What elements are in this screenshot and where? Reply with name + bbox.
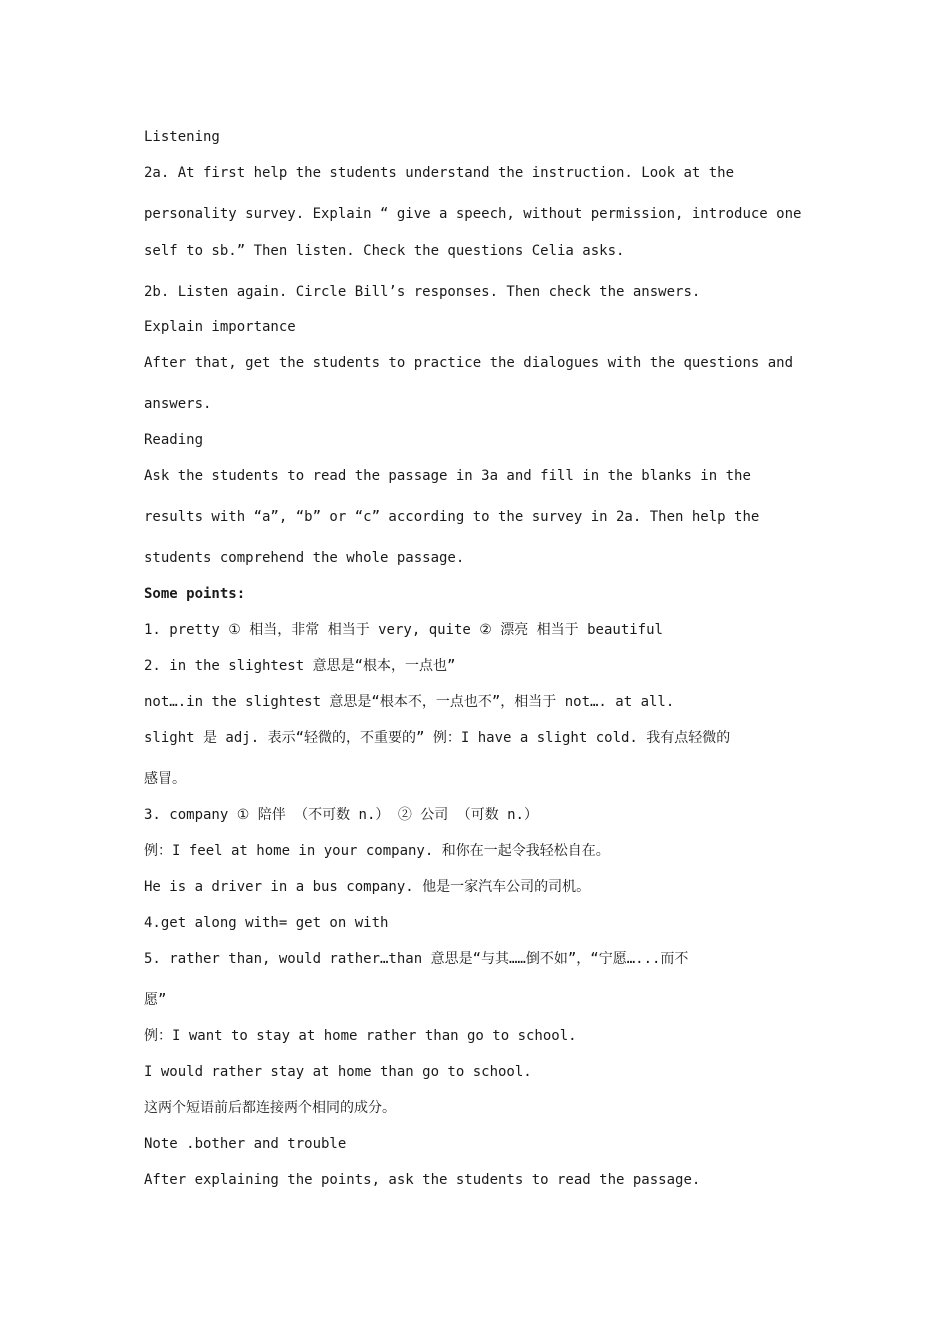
heading-reading: Reading — [144, 432, 204, 448]
point-line: 5. rather than, would rather…than 意思是“与其……倒不如”，“宁愿…...而不 — [144, 951, 689, 967]
point-line: 4.get along with= get on with — [144, 915, 389, 931]
paragraph-line: students comprehend the whole passage. — [144, 550, 465, 566]
point-line: 愿” — [144, 992, 167, 1008]
heading-some-points: Some points: — [144, 586, 246, 602]
point-line: 这两个短语前后都连接两个相同的成分。 — [144, 1100, 396, 1116]
paragraph-line: After explaining the points, ask the students to read the passage. — [144, 1172, 701, 1188]
point-line: Note .bother and trouble — [144, 1136, 347, 1152]
paragraph-line: personality survey. Explain “ give a speech, without permission, introduce one — [144, 206, 802, 222]
point-line: 例：I want to stay at home rather than go to school. — [144, 1028, 577, 1044]
point-line: 3. company ① 陪伴 （不可数 n.） ② 公司 （可数 n.） — [144, 807, 538, 823]
paragraph-line: 2a. At first help the students understand the instruction. Look at the — [144, 165, 735, 181]
paragraph-line: Explain importance — [144, 319, 296, 335]
paragraph-line: Ask the students to read the passage in 3a and fill in the blanks in the — [144, 468, 751, 484]
paragraph-line: 2b. Listen again. Circle Bill’s responses. Then check the answers. — [144, 284, 701, 300]
paragraph-line: results with “a”, “b” or “c” according to the survey in 2a. Then help the — [144, 509, 760, 525]
paragraph-line: answers. — [144, 396, 212, 412]
paragraph-line: After that, get the students to practice the dialogues with the questions and — [144, 355, 794, 371]
heading-listening: Listening — [144, 129, 220, 145]
point-line: 1. pretty ① 相当，非常 相当于 very, quite ② 漂亮 相当于 beautiful — [144, 622, 663, 638]
point-line: not….in the slightest 意思是“根本不，一点也不”，相当于 not…. at all. — [144, 694, 675, 710]
point-line: 2. in the slightest 意思是“根本，一点也” — [144, 658, 456, 674]
point-line: 例：I feel at home in your company. 和你在一起令我轻松自在。 — [144, 843, 610, 859]
point-line: 感冒。 — [144, 771, 186, 787]
paragraph-line: self to sb.” Then listen. Check the questions Celia asks. — [144, 243, 625, 259]
point-line: He is a driver in a bus company. 他是一家汽车公司的司机。 — [144, 879, 591, 895]
point-line: I would rather stay at home than go to school. — [144, 1064, 532, 1080]
point-line: slight 是 adj. 表示“轻微的，不重要的” 例：I have a slight cold. 我有点轻微的 — [144, 730, 731, 746]
